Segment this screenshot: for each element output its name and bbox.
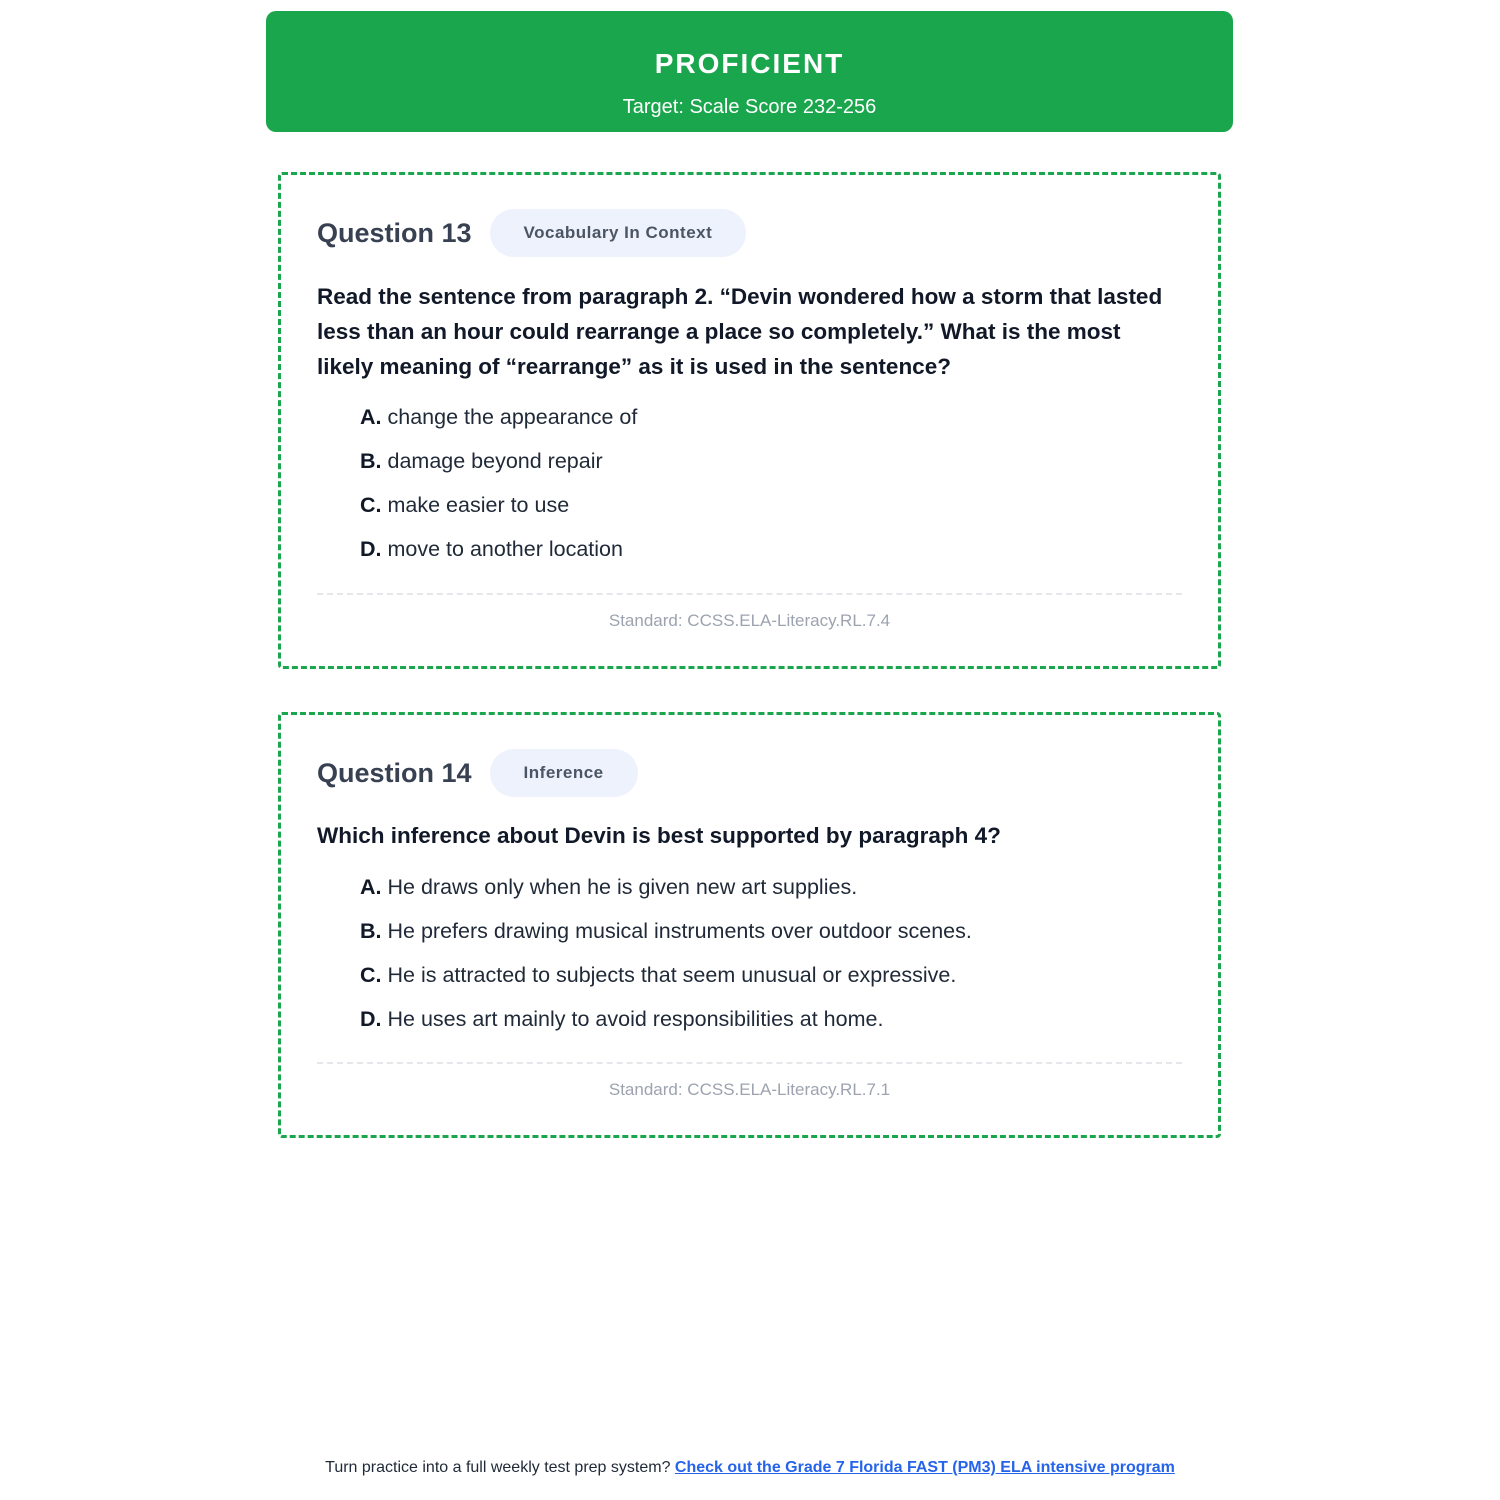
proficiency-level-title: PROFICIENT	[654, 48, 845, 79]
option-letter: D.	[360, 1007, 382, 1031]
option-letter: B.	[360, 449, 382, 473]
footer-promo	[0, 1457, 1500, 1479]
question-prompt: Read the sentence from paragraph 2. “Devin wondered how a storm that lasted less than an hour could rearrange a place so completely.” What is the most likely meaning of “rearrange” as it is used in the sentence?	[317, 284, 1163, 379]
answer-option-b[interactable]	[360, 915, 1182, 959]
footer-prompt: Turn practice into a full weekly test prep system?	[325, 1459, 671, 1476]
question-prompt: Which inference about Devin is best supported by paragraph 4?	[317, 823, 1001, 848]
question-card	[278, 172, 1221, 669]
option-letter: A.	[360, 875, 382, 899]
option-text: He uses art mainly to avoid responsibilities at home.	[387, 1007, 884, 1031]
target-score-range: Target: Scale Score 232-256	[622, 96, 877, 118]
option-letter: A.	[360, 405, 382, 429]
answer-options	[360, 871, 1182, 1047]
option-text: He is attracted to subjects that seem unusual or expressive.	[387, 963, 957, 987]
divider	[317, 1062, 1182, 1064]
question-header	[317, 748, 638, 798]
answer-option-a[interactable]	[360, 871, 1182, 915]
question-card	[278, 712, 1221, 1138]
proficiency-banner	[266, 11, 1233, 132]
intensive-program-link[interactable]: Check out the Grade 7 Florida FAST (PM3) ELA intensive program	[674, 1459, 1175, 1476]
question-header	[317, 208, 746, 258]
question-number: Question 13	[317, 218, 472, 248]
answer-option-b[interactable]	[360, 445, 1182, 489]
answer-option-a[interactable]	[360, 401, 1182, 445]
answer-option-d[interactable]	[360, 533, 1182, 577]
skill-tag: Vocabulary In Context	[490, 209, 747, 257]
option-text: He prefers drawing musical instruments over outdoor scenes.	[387, 919, 972, 943]
skill-tag: Inference	[490, 749, 638, 797]
standard-label: Standard: CCSS.ELA-Literacy.RL.7.1	[608, 1080, 891, 1099]
option-text: change the appearance of	[387, 405, 638, 429]
answer-option-d[interactable]	[360, 1003, 1182, 1047]
option-letter: C.	[360, 493, 382, 517]
answer-option-c[interactable]	[360, 489, 1182, 533]
option-letter: C.	[360, 963, 382, 987]
answer-option-c[interactable]	[360, 959, 1182, 1003]
standard-label: Standard: CCSS.ELA-Literacy.RL.7.4	[608, 611, 891, 630]
option-text: move to another location	[387, 537, 623, 561]
divider	[317, 593, 1182, 595]
answer-options	[360, 401, 1182, 577]
question-number: Question 14	[317, 758, 472, 788]
option-letter: B.	[360, 919, 382, 943]
option-text: He draws only when he is given new art supplies.	[387, 875, 858, 899]
option-text: make easier to use	[387, 493, 570, 517]
option-letter: D.	[360, 537, 382, 561]
option-text: damage beyond repair	[387, 449, 603, 473]
